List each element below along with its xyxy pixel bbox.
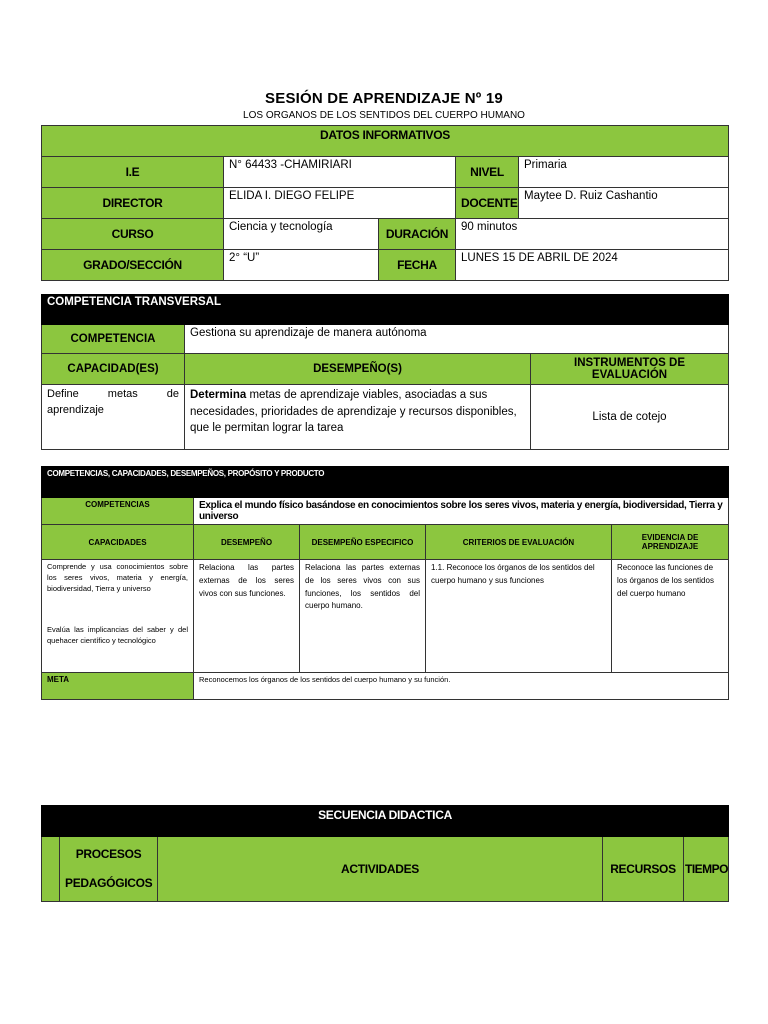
capacidad-2: Evalúa las implicancias del saber y del quehacer científico y tecnológico — [47, 624, 188, 645]
ie-value: N° 64433 -CHAMIRIARI — [224, 157, 456, 188]
desempeno-cell — [185, 385, 531, 450]
competencias-label: COMPETENCIAS — [42, 498, 194, 525]
desempeno-text: metas de aprendizaje viables, asociadas a sus necesidades, prioridades de aprendizaje y recursos disponibles, que le permitan lograr la tarea — [190, 389, 517, 435]
competencia-transversal-table — [41, 294, 728, 450]
secuencia-spacer-cell — [42, 837, 60, 902]
tiempo-header: TIEMPO — [684, 837, 729, 902]
session-subtitle: LOS ORGANOS DE LOS SENTIDOS DEL CUERPO HUMANO — [243, 110, 525, 121]
evidencia-value: Reconoce las funciones de los órganos de los sentidos del cuerpo humano — [612, 560, 729, 673]
instrumento-value: Lista de cotejo — [531, 385, 729, 450]
director-label: DIRECTOR — [42, 188, 224, 219]
competencia-value: Gestiona su aprendizaje de manera autónoma — [185, 325, 729, 354]
desempeno-especifico-value: Relaciona las partes externas de los seres vivos con sus funciones, los sentidos del cuerpo humano. — [300, 560, 426, 673]
director-value: ELIDA I. DIEGO FELIPE — [224, 188, 456, 219]
duracion-label: DURACIÓN — [379, 219, 456, 250]
desempenos-label: DESEMPEÑO(S) — [185, 354, 531, 385]
col-criterios: CRITERIOS DE EVALUACIÓN — [426, 525, 612, 560]
col-capacidades: CAPACIDADES — [42, 525, 194, 560]
docente-label: DOCENTE — [456, 188, 519, 219]
capacidades-label: CAPACIDAD(ES) — [42, 354, 185, 385]
datos-heading: DATOS INFORMATIVOS — [42, 126, 729, 157]
secuencia-didactica-table — [41, 805, 728, 902]
col-desempeno-especifico: DESEMPEÑO ESPECIFICO — [300, 525, 426, 560]
capacidades-cell — [42, 560, 194, 673]
fecha-value: LUNES 15 DE ABRIL DE 2024 — [456, 250, 729, 281]
competencias-heading: COMPETENCIAS, CAPACIDADES, DESEMPEÑOS, PROPÓSITO Y PRODUCTO — [42, 467, 729, 498]
criterio-value: 1.1. Reconoce los órganos de los sentidos del cuerpo humano y sus funciones — [426, 560, 612, 673]
grado-value: 2° “U” — [224, 250, 379, 281]
curso-label: CURSO — [42, 219, 224, 250]
transversal-heading: COMPETENCIA TRANSVERSAL — [42, 295, 729, 325]
capacidad-value: Define metas de aprendizaje — [42, 385, 185, 450]
ie-label: I.E — [42, 157, 224, 188]
competencia-label: COMPETENCIA — [42, 325, 185, 354]
col-evidencia: EVIDENCIA DE APRENDIZAJE — [612, 525, 729, 560]
curso-value: Ciencia y tecnología — [224, 219, 379, 250]
col-desempeno: DESEMPEÑO — [194, 525, 300, 560]
duracion-value: 90 minutos — [456, 219, 729, 250]
secuencia-heading: SECUENCIA DIDACTICA — [42, 806, 729, 837]
procesos-line2: PEDAGÓGICOS — [65, 876, 153, 890]
grado-label: GRADO/SECCIÓN — [42, 250, 224, 281]
competencia-fisica-value: Explica el mundo físico basándose en conocimientos sobre los seres vivos, materia y energía, biodiversidad, Tierra y universo — [194, 498, 729, 525]
meta-label: META — [42, 673, 194, 700]
instrumentos-label: INSTRUMENTOS DE EVALUACIÓN — [531, 354, 729, 385]
procesos-pedagogicos-header — [60, 837, 158, 902]
competencias-table — [41, 466, 728, 700]
capacidad-1: Comprende y usa conocimientos sobre los seres vivos, materia y energía, biodiversidad, Tierra y universo — [47, 562, 188, 593]
desempeno-bold: Determina — [190, 389, 247, 401]
datos-informativos-table — [41, 125, 728, 281]
meta-value: Reconocemos los órganos de los sentidos del cuerpo humano y su función. — [194, 673, 729, 700]
nivel-label: NIVEL — [456, 157, 519, 188]
procesos-line1: PROCESOS — [75, 847, 142, 862]
session-title: SESIÓN DE APRENDIZAJE Nº 19 — [265, 90, 503, 107]
recursos-header: RECURSOS — [603, 837, 684, 902]
fecha-label: FECHA — [379, 250, 456, 281]
actividades-header: ACTIVIDADES — [158, 837, 603, 902]
nivel-value: Primaria — [519, 157, 729, 188]
docente-value: Maytee D. Ruiz Cashantio — [519, 188, 729, 219]
desempeno-value: Relaciona las partes externas de los seres vivos con sus funciones. — [194, 560, 300, 673]
